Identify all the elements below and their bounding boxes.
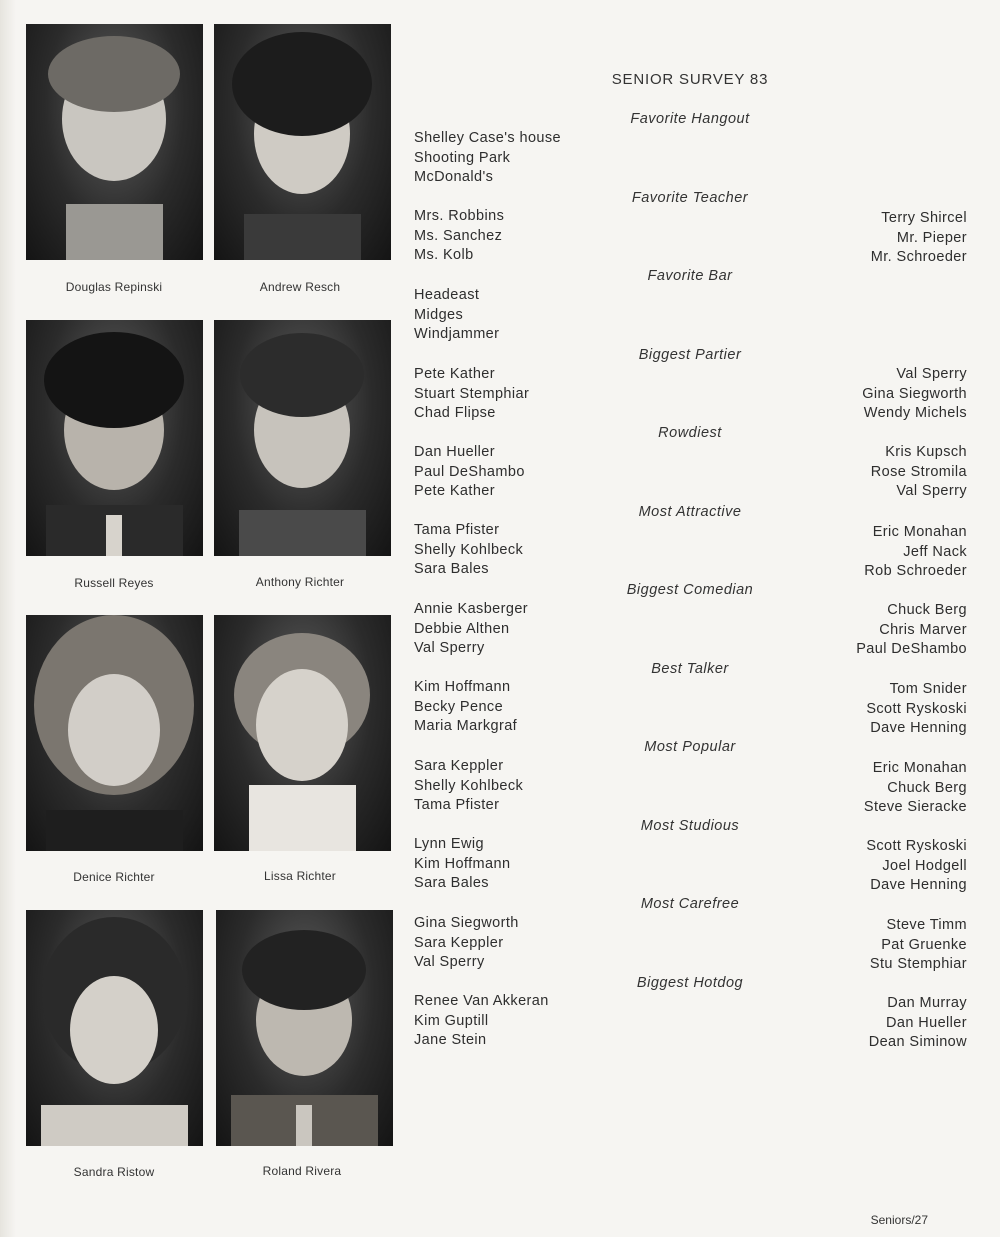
list-item: Shelly Kohlbeck bbox=[414, 777, 524, 794]
left-name-list bbox=[414, 286, 499, 345]
portrait-photo-anthony-richter bbox=[214, 320, 391, 556]
list-item: Gina Siegworth bbox=[862, 385, 967, 402]
portrait-caption: Douglas Repinski bbox=[65, 280, 163, 294]
list-item: Mr. Schroeder bbox=[870, 249, 967, 266]
list-item: Wendy Michels bbox=[863, 405, 967, 422]
category-label: Most Popular bbox=[644, 739, 736, 755]
portrait-caption: Sandra Ristow bbox=[73, 1165, 155, 1179]
list-item: Maria Markgraf bbox=[414, 718, 518, 735]
portrait-caption: Anthony Richter bbox=[255, 575, 345, 589]
left-name-list bbox=[414, 600, 528, 659]
right-name-list bbox=[866, 680, 967, 739]
list-item: Kim Hoffmann bbox=[414, 679, 511, 695]
list-item: Dan Hueller bbox=[886, 1014, 967, 1031]
list-item: Tama Pfister bbox=[414, 522, 500, 538]
list-item: Dave Henning bbox=[870, 720, 967, 737]
list-item: Mr. Pieper bbox=[896, 229, 967, 246]
portrait-caption: Lissa Richter bbox=[264, 869, 336, 883]
list-item: Sara Bales bbox=[414, 561, 489, 578]
list-item: Chuck Berg bbox=[887, 779, 967, 796]
category-label: Most Carefree bbox=[640, 896, 740, 912]
right-name-list bbox=[869, 994, 967, 1053]
list-item: Kim Hoffmann bbox=[414, 855, 511, 872]
list-item: Headeast bbox=[414, 287, 480, 303]
list-item: Dave Henning bbox=[870, 877, 967, 894]
right-name-list bbox=[856, 601, 967, 660]
list-item: Stu Stemphiar bbox=[869, 956, 967, 973]
left-name-list bbox=[414, 443, 525, 502]
list-item: Becky Pence bbox=[414, 698, 504, 715]
left-name-list bbox=[414, 992, 549, 1051]
portrait-photo-denice-richter bbox=[26, 615, 203, 851]
list-item: Dan Hueller bbox=[414, 444, 495, 460]
list-item: Paul DeShambo bbox=[414, 463, 525, 480]
list-item: Eric Monahan bbox=[872, 524, 967, 540]
portrait-photo-douglas-repinski bbox=[26, 24, 203, 260]
list-item: Tama Pfister bbox=[414, 797, 500, 814]
list-item: Paul DeShambo bbox=[856, 641, 967, 658]
list-item: Gina Siegworth bbox=[414, 915, 519, 931]
portrait-photo-sandra-ristow bbox=[26, 910, 203, 1146]
portrait-caption: Russell Reyes bbox=[74, 576, 154, 590]
list-item: Pat Gruenke bbox=[881, 936, 967, 953]
list-item: Rob Schroeder bbox=[864, 563, 967, 580]
category-label: Favorite Hangout bbox=[630, 111, 750, 127]
list-item: Steve Timm bbox=[886, 917, 967, 933]
list-item: Ms. Sanchez bbox=[414, 227, 503, 244]
portrait-photo-russell-reyes bbox=[26, 320, 203, 556]
list-item: Shooting Park bbox=[414, 149, 511, 166]
list-item: Pete Kather bbox=[414, 366, 495, 382]
left-name-list bbox=[414, 521, 523, 580]
list-item: Jeff Nack bbox=[903, 543, 967, 560]
list-item: Rose Stromila bbox=[870, 463, 967, 480]
survey-title: SENIOR SURVEY 83 bbox=[611, 71, 769, 88]
category-label: Favorite Bar bbox=[647, 268, 733, 284]
left-name-list bbox=[414, 129, 561, 188]
right-name-list bbox=[870, 916, 967, 975]
list-item: Sara Keppler bbox=[414, 934, 504, 951]
list-item: Val Sperry bbox=[414, 954, 485, 971]
left-name-list bbox=[414, 757, 523, 816]
list-item: Sara Bales bbox=[414, 875, 489, 892]
right-name-list bbox=[866, 837, 967, 896]
list-item: Debbie Althen bbox=[414, 620, 510, 637]
right-name-list bbox=[864, 759, 967, 818]
list-item: Kris Kupsch bbox=[885, 444, 967, 460]
list-item: Eric Monahan bbox=[872, 760, 967, 776]
list-item: Shelly Kohlbeck bbox=[414, 541, 524, 558]
right-name-list bbox=[862, 365, 967, 424]
left-name-list bbox=[414, 207, 504, 266]
portrait-photo-lissa-richter bbox=[214, 615, 391, 851]
left-name-list bbox=[414, 835, 510, 894]
list-item: Jane Stein bbox=[414, 1032, 487, 1049]
list-item: Val Sperry bbox=[896, 483, 967, 500]
list-item: Chad Flipse bbox=[414, 405, 496, 422]
left-name-list bbox=[414, 678, 517, 737]
portrait-caption: Denice Richter bbox=[73, 870, 155, 884]
left-name-list bbox=[414, 365, 529, 424]
category-label: Biggest Partier bbox=[638, 347, 742, 363]
list-item: Scott Ryskoski bbox=[866, 700, 967, 717]
left-name-list bbox=[414, 914, 519, 973]
list-item: McDonald's bbox=[414, 169, 494, 186]
list-item: Mrs. Robbins bbox=[414, 208, 505, 224]
list-item: Joel Hodgell bbox=[882, 857, 967, 874]
list-item: Val Sperry bbox=[896, 366, 967, 382]
portrait-caption: Roland Rivera bbox=[262, 1164, 342, 1178]
list-item: Dan Murray bbox=[887, 995, 967, 1011]
right-name-list bbox=[871, 209, 967, 268]
list-item: Steve Sieracke bbox=[863, 799, 967, 816]
list-item: Lynn Ewig bbox=[414, 836, 484, 852]
list-item: Tom Snider bbox=[889, 681, 967, 697]
portrait-photo-andrew-resch bbox=[214, 24, 391, 260]
list-item: Sara Keppler bbox=[414, 758, 504, 774]
list-item: Dean Siminow bbox=[868, 1034, 967, 1051]
list-item: Chris Marver bbox=[879, 621, 967, 638]
portrait-photo-roland-rivera bbox=[216, 910, 393, 1146]
list-item: Windjammer bbox=[414, 326, 500, 343]
list-item: Pete Kather bbox=[414, 483, 495, 500]
list-item: Ms. Kolb bbox=[414, 247, 474, 264]
list-item: Stuart Stemphiar bbox=[414, 385, 530, 402]
list-item: Chuck Berg bbox=[887, 602, 967, 618]
list-item: Annie Kasberger bbox=[414, 601, 529, 617]
category-label: Most Attractive bbox=[638, 504, 742, 520]
binding-edge bbox=[0, 0, 16, 1237]
list-item: Midges bbox=[414, 306, 464, 323]
category-label: Rowdiest bbox=[658, 425, 722, 441]
category-label: Best Talker bbox=[651, 661, 729, 677]
category-label: Biggest Hotdog bbox=[636, 975, 744, 991]
category-label: Biggest Comedian bbox=[626, 582, 754, 598]
list-item: Renee Van Akkeran bbox=[414, 993, 549, 1009]
list-item: Shelley Case's house bbox=[414, 130, 561, 146]
right-name-list bbox=[864, 523, 967, 582]
page-number: Seniors/27 bbox=[870, 1213, 928, 1227]
list-item: Kim Guptill bbox=[414, 1012, 489, 1029]
category-label: Most Studious bbox=[640, 818, 740, 834]
category-label: Favorite Teacher bbox=[631, 190, 749, 206]
list-item: Scott Ryskoski bbox=[866, 838, 967, 854]
list-item: Val Sperry bbox=[414, 640, 485, 657]
list-item: Terry Shircel bbox=[881, 210, 967, 226]
portrait-caption: Andrew Resch bbox=[259, 280, 341, 294]
right-name-list bbox=[871, 443, 967, 502]
